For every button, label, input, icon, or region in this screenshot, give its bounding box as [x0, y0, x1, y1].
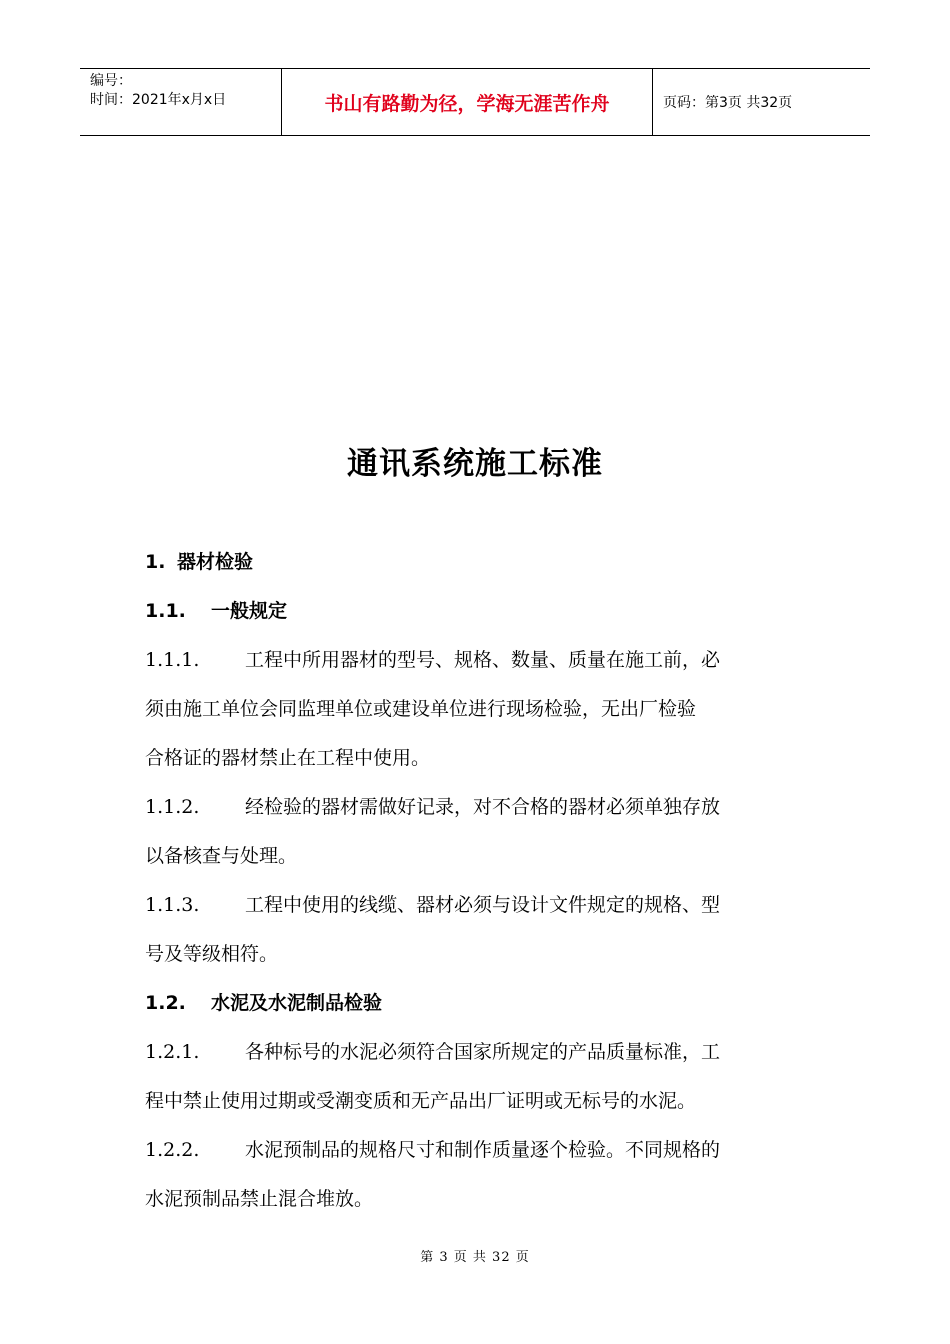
section-number: 1.1. — [145, 600, 186, 622]
section-title: 一般规定 — [211, 600, 288, 622]
header-page-info: 页码：第3页 共32页 — [663, 95, 793, 111]
clause-line: 水泥预制品的规格尺寸和制作质量逐个检验。不同规格的 — [245, 1139, 721, 1161]
document-body — [145, 538, 807, 1224]
clause-line: 号及等级相符。 — [145, 943, 279, 965]
section-heading-1-2 — [145, 979, 807, 1028]
section-heading-1 — [145, 538, 807, 587]
section-title: 水泥及水泥制品检验 — [211, 992, 383, 1014]
section-number: 1.2. — [145, 992, 186, 1014]
clause-number: 1.1.3. — [145, 894, 200, 916]
clause-line: 各种标号的水泥必须符合国家所规定的产品质量标准，工 — [245, 1041, 721, 1063]
clause-line: 以备核查与处理。 — [145, 845, 298, 867]
clause-line: 经检验的器材需做好记录，对不合格的器材必须单独存放 — [245, 796, 721, 818]
clause-1-1-2 — [145, 783, 807, 881]
clause-1-1-1 — [145, 636, 807, 783]
clause-line: 工程中使用的线缆、器材必须与设计文件规定的规格、型 — [245, 894, 721, 916]
page-footer: 第 3 页 共 32 页 — [420, 1250, 530, 1265]
clause-line: 水泥预制品禁止混合堆放。 — [145, 1188, 374, 1210]
clause-line: 合格证的器材禁止在工程中使用。 — [145, 747, 431, 769]
clause-number: 1.1.2. — [145, 796, 200, 818]
header-motto: 书山有路勤为径，学海无涯苦作舟 — [281, 69, 653, 135]
section-heading-1-1 — [145, 587, 807, 636]
section-number: 1. — [145, 551, 166, 573]
document-title: 通讯系统施工标准 — [347, 446, 603, 482]
clause-line: 工程中所用器材的型号、规格、数量、质量在施工前，必 — [245, 649, 721, 671]
section-title: 器材检验 — [177, 551, 254, 573]
header-date: 时间：2021年x月x日 — [90, 92, 227, 108]
clause-1-2-1 — [145, 1028, 807, 1126]
clause-1-2-2 — [145, 1126, 807, 1224]
clause-1-1-3 — [145, 881, 807, 979]
clause-number: 1.2.2. — [145, 1139, 200, 1161]
clause-number: 1.1.1. — [145, 649, 200, 671]
clause-number: 1.2.1. — [145, 1041, 200, 1063]
page-header — [80, 68, 870, 136]
header-left-cell — [80, 69, 281, 135]
header-number-label: 编号： — [90, 73, 132, 89]
clause-line: 须由施工单位会同监理单位或建设单位进行现场检验，无出厂检验 — [145, 698, 697, 720]
clause-line: 程中禁止使用过期或受潮变质和无产品出厂证明或无标号的水泥。 — [145, 1090, 697, 1112]
